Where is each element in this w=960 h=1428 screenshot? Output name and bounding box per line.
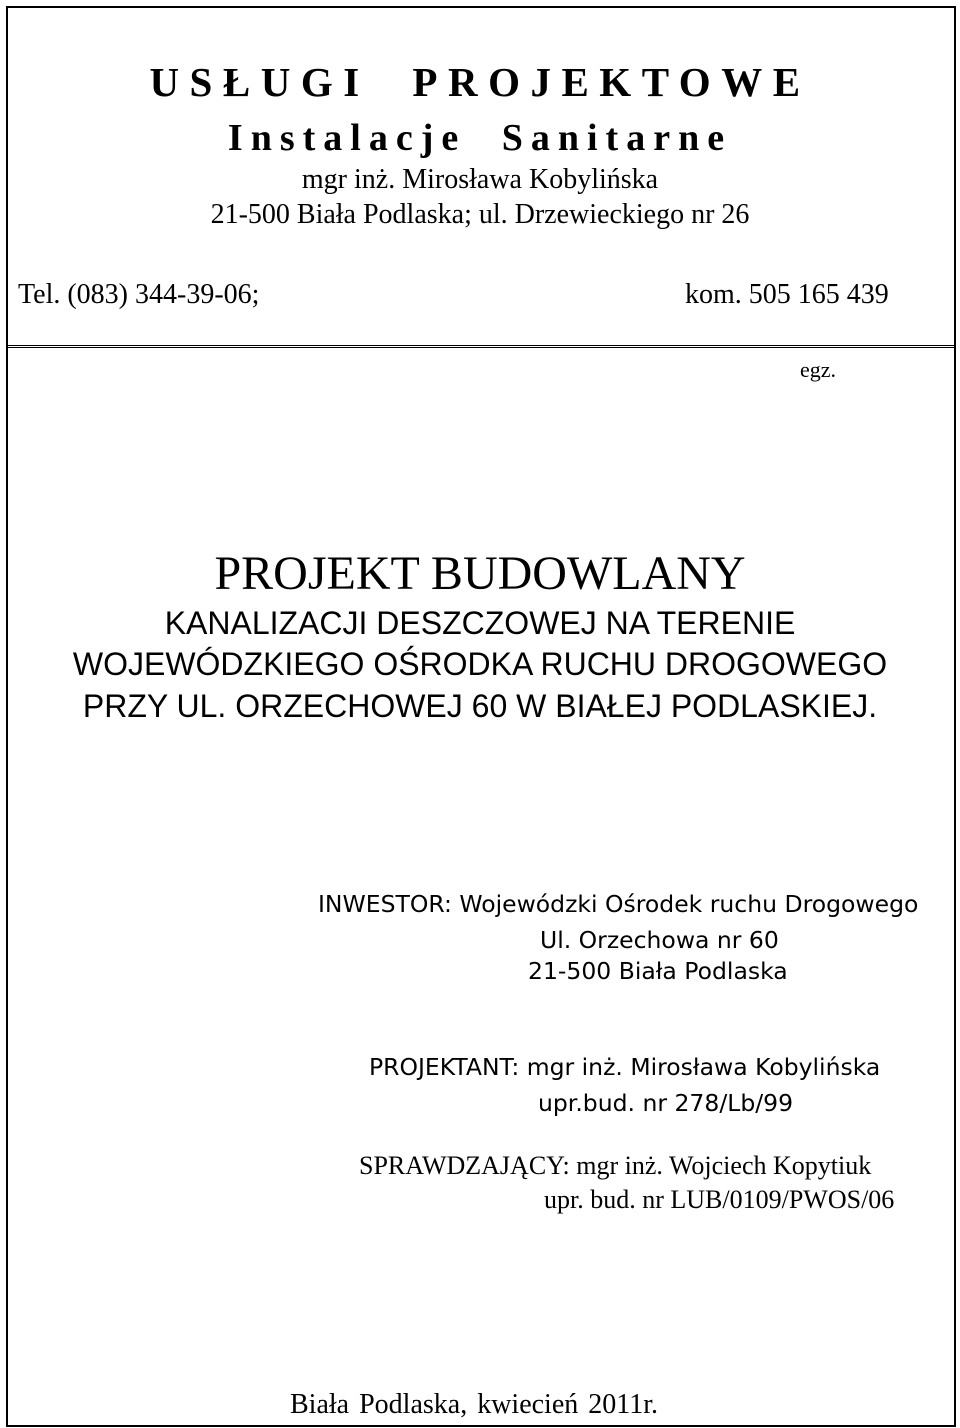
investor-city: 21-500 Biała Podlaska: [528, 957, 788, 985]
designer-license: upr.bud. nr 278/Lb/99: [538, 1089, 794, 1117]
company-subtitle: Instalacje Sanitarne: [227, 117, 733, 159]
project-description-line: WOJEWÓDZKIEGO OŚRODKA RUCHU DROGOWEGO: [72, 646, 888, 682]
designer-name: PROJEKTANT: mgr inż. Mirosława Kobylińska: [369, 1053, 881, 1081]
investor-street: Ul. Orzechowa nr 60: [540, 926, 779, 954]
checker-license: upr. bud. nr LUB/0109/PWOS/06: [544, 1185, 895, 1214]
company-address: 21-500 Biała Podlaska; ul. Drzewieckiego nr 26: [210, 199, 750, 230]
project-title: PROJEKT BUDOWLANY: [214, 547, 746, 600]
company-phone: Tel. (083) 344-39-06;: [18, 279, 260, 310]
investor-name: INWESTOR: Wojewódzki Ośrodek ruchu Drogowego: [318, 890, 919, 918]
company-mobile: kom. 505 165 439: [685, 279, 889, 310]
project-description-line: PRZY UL. ORZECHOWEJ 60 W BIAŁEJ PODLASKIEJ.: [82, 688, 878, 724]
company-name: USŁUGI PROJEKTOWE: [149, 59, 811, 105]
footer-place: Biała Podlaska,: [290, 1389, 468, 1420]
footer-place-date: [290, 1389, 658, 1421]
footer-date: kwiecień 2011r.: [477, 1389, 659, 1420]
checker-name: SPRAWDZAJĄCY: mgr inż. Wojciech Kopytiuk: [359, 1151, 872, 1180]
copy-label: egz.: [800, 357, 837, 382]
company-engineer: mgr inż. Mirosława Kobylińska: [301, 164, 659, 195]
project-description-line: KANALIZACJI DESZCZOWEJ NA TERENIE: [164, 605, 796, 641]
